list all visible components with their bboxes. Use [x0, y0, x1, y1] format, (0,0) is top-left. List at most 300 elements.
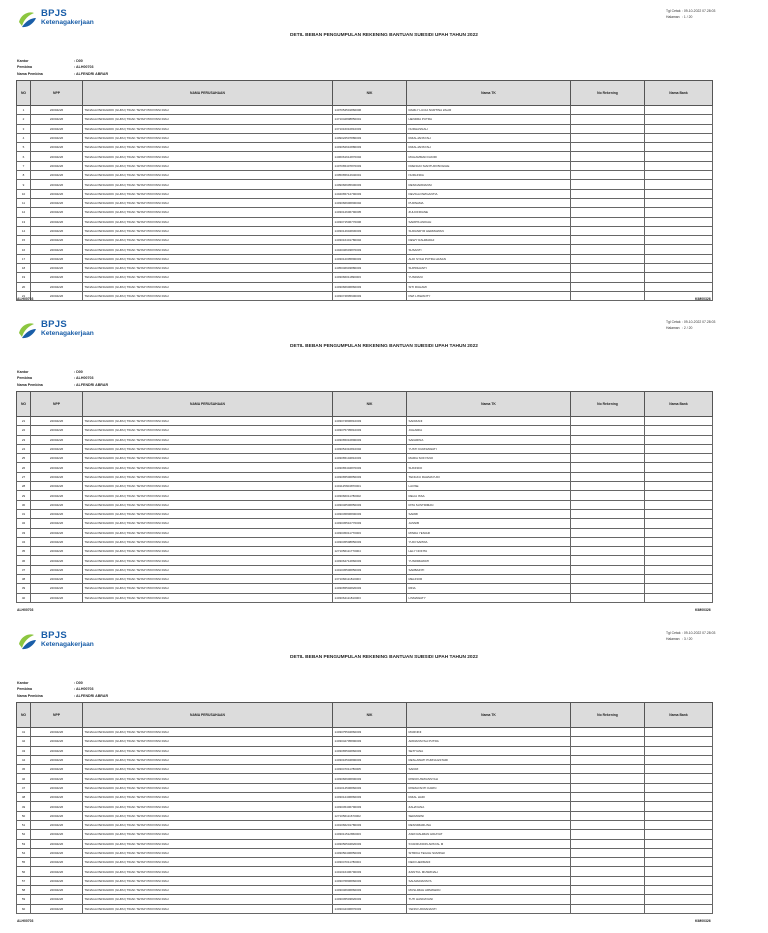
col-nik: NIK — [333, 81, 407, 106]
account-number-cell — [571, 133, 645, 142]
npp-cell: 22004226 — [31, 528, 83, 537]
table-row — [17, 236, 713, 245]
row-number: 53 — [17, 839, 31, 848]
nik-cell: 1471042808850001 — [333, 115, 407, 124]
account-number-cell — [571, 746, 645, 755]
bpjs-logo — [17, 8, 107, 32]
nik-cell: 1403045510770003 — [333, 519, 407, 528]
bank-name-cell — [645, 454, 713, 463]
worker-name-cell: TUTI HANDAYANI — [407, 895, 571, 904]
account-number-cell — [571, 556, 645, 565]
table-row — [17, 143, 713, 152]
table-row — [17, 226, 713, 235]
row-number: 45 — [17, 765, 31, 774]
worker-name-cell: RINA — [407, 584, 571, 593]
bank-name-cell — [645, 774, 713, 783]
nik-cell: 1403076806860003 — [333, 876, 407, 885]
nik-cell: 1403044306870003 — [333, 904, 407, 913]
print-date-label: Tgl Cetak — [666, 320, 681, 324]
nik-cell: 1403046506850003 — [333, 500, 407, 509]
bank-name-cell — [645, 444, 713, 453]
worker-name-cell: ZAHAYANA — [407, 802, 571, 811]
company-name-cell: TENAGA PENGGIDIK (GURU) TIDAK TETAP PROVINSI RIAU — [83, 106, 333, 115]
office-value: : D00 — [74, 370, 83, 374]
col-account-number: No Rekening — [571, 81, 645, 106]
worker-name-cell: PURNAMA — [407, 198, 571, 207]
npp-cell: 22004226 — [31, 593, 83, 602]
table-row — [17, 454, 713, 463]
account-number-cell — [571, 491, 645, 500]
worker-name-cell: RITA SUSTIRMAN — [407, 500, 571, 509]
npp-cell: 22004226 — [31, 867, 83, 876]
table-row — [17, 435, 713, 444]
nik-cell: 1409066905900003 — [333, 180, 407, 189]
worker-name-cell: SUKINDO — [407, 463, 571, 472]
worker-name-cell: ARDIANSYAH PUTRA — [407, 737, 571, 746]
table-row — [17, 282, 713, 291]
beneficiary-table — [16, 702, 713, 914]
account-number-cell — [571, 152, 645, 161]
account-number-cell — [571, 245, 645, 254]
account-number-cell — [571, 755, 645, 764]
bank-name-cell — [645, 124, 713, 133]
supervisor-name-value: : ALFENDRI ABRAR — [74, 71, 109, 76]
npp-cell: 22004226 — [31, 254, 83, 263]
table-row — [17, 198, 713, 207]
nik-cell: 1403065010890003 — [333, 435, 407, 444]
table-row — [17, 264, 713, 273]
table-row — [17, 291, 713, 300]
company-name-cell: TENAGA PENGGIDIK (GURU) TIDAK TETAP PROVINSI RIAU — [83, 171, 333, 180]
bank-name-cell — [645, 482, 713, 491]
npp-cell: 22004226 — [31, 444, 83, 453]
row-number: 4 — [17, 133, 31, 142]
bank-name-cell — [645, 245, 713, 254]
supervisor-name-value: : ALFENDRI ABRAR — [74, 693, 109, 698]
row-number: 12 — [17, 208, 31, 217]
row-number: 47 — [17, 783, 31, 792]
col-company: NAMA PERUSAHAAN — [83, 703, 333, 728]
bank-name-cell — [645, 867, 713, 876]
npp-cell: 22004226 — [31, 245, 83, 254]
page-number-label: Halaman — [666, 15, 680, 19]
worker-name-cell: RESKIARDIANSI — [407, 180, 571, 189]
company-name-cell: TENAGA PENGGIDIK (GURU) TIDAK TETAP PROVINSI RIAU — [83, 876, 333, 885]
company-name-cell: TENAGA PENGGIDIK (GURU) TIDAK TETAP PROVINSI RIAU — [83, 556, 333, 565]
row-number: 28 — [17, 482, 31, 491]
office-label: Kantor — [17, 59, 29, 63]
account-number-cell — [571, 509, 645, 518]
npp-cell: 22004226 — [31, 143, 83, 152]
account-number-cell — [571, 593, 645, 602]
account-number-cell — [571, 463, 645, 472]
npp-cell: 22004226 — [31, 472, 83, 481]
npp-cell: 22004226 — [31, 198, 83, 207]
account-number-cell — [571, 793, 645, 802]
npp-cell: 22004226 — [31, 746, 83, 755]
table-row — [17, 491, 713, 500]
worker-name-cell: ZULKIFRIANE — [407, 208, 571, 217]
bank-name-cell — [645, 254, 713, 263]
worker-name-cell: SALMADIANSYA — [407, 876, 571, 885]
company-name-cell: TENAGA PENGGIDIK (GURU) TIDAK TETAP PROVINSI RIAU — [83, 124, 333, 133]
npp-cell: 22004226 — [31, 895, 83, 904]
company-name-cell: TENAGA PENGGIDIK (GURU) TIDAK TETAP PROVINSI RIAU — [83, 161, 333, 170]
worker-name-cell: SUSANTI — [407, 245, 571, 254]
nik-cell: 1401014506860003 — [333, 783, 407, 792]
worker-name-cell: SITI RUHAMI — [407, 282, 571, 291]
npp-cell: 22004226 — [31, 264, 83, 273]
bank-name-cell — [645, 509, 713, 518]
bank-name-cell — [645, 565, 713, 574]
worker-name-cell: FRENGKI SIANTURI BOGGIE — [407, 161, 571, 170]
bank-name-cell — [645, 463, 713, 472]
report-title: DETIL BEBAN PENGUMPULAN REKENING BANTUAN SUBSIDI UPAH TAHUN 2022 — [290, 33, 478, 38]
row-number: 48 — [17, 793, 31, 802]
nik-cell: 1403065404870003 — [333, 463, 407, 472]
company-name-cell: TENAGA PENGGIDIK (GURU) TIDAK TETAP PROVINSI RIAU — [83, 500, 333, 509]
npp-cell: 22004226 — [31, 556, 83, 565]
company-name-cell: TENAGA PENGGIDIK (GURU) TIDAK TETAP PROVINSI RIAU — [83, 728, 333, 737]
table-row — [17, 774, 713, 783]
account-number-cell — [571, 143, 645, 152]
company-name-cell: TENAGA PENGGIDIK (GURU) TIDAK TETAP PROVINSI RIAU — [83, 463, 333, 472]
account-number-cell — [571, 774, 645, 783]
table-row — [17, 208, 713, 217]
npp-cell: 22004226 — [31, 565, 83, 574]
row-number: 15 — [17, 236, 31, 245]
account-number-cell — [571, 171, 645, 180]
nik-cell: 1403065502860003 — [333, 746, 407, 755]
col-bank-name: Nama Bank — [645, 392, 713, 417]
report-info — [17, 680, 108, 699]
bank-name-cell — [645, 198, 713, 207]
table-row — [17, 463, 713, 472]
page-number-value: : 3 / 20 — [682, 637, 693, 641]
row-number: 6 — [17, 152, 31, 161]
report-page — [0, 622, 768, 933]
npp-cell: 22004226 — [31, 858, 83, 867]
bank-name-cell — [645, 171, 713, 180]
account-number-cell — [571, 161, 645, 170]
npp-cell: 22004226 — [31, 417, 83, 426]
table-row — [17, 783, 713, 792]
nik-cell: 1403075504860003 — [333, 728, 407, 737]
print-meta — [666, 319, 715, 331]
nik-cell: 1271056111770004 — [333, 547, 407, 556]
company-name-cell: TENAGA PENGGIDIK (GURU) TIDAK TETAP PROVINSI RIAU — [83, 886, 333, 895]
worker-name-cell: RESNIMARLINA — [407, 820, 571, 829]
nik-cell: 1403045503820003 — [333, 895, 407, 904]
nik-cell: 1403047011780004 — [333, 858, 407, 867]
row-number: 20 — [17, 282, 31, 291]
office-label: Kantor — [17, 370, 29, 374]
worker-name-cell: RESLAWATI PURNA ESTARI — [407, 755, 571, 764]
account-number-cell — [571, 765, 645, 774]
company-name-cell: TENAGA PENGGIDIK (GURU) TIDAK TETAP PROVINSI RIAU — [83, 180, 333, 189]
bank-name-cell — [645, 820, 713, 829]
table-row — [17, 755, 713, 764]
company-name-cell: TENAGA PENGGIDIK (GURU) TIDAK TETAP PROVINSI RIAU — [83, 802, 333, 811]
table-row — [17, 500, 713, 509]
company-name-cell: TENAGA PENGGIDIK (GURU) TIDAK TETAP PROVINSI RIAU — [83, 755, 333, 764]
row-number: 60 — [17, 904, 31, 913]
company-name-cell: TENAGA PENGGIDIK (GURU) TIDAK TETAP PROVINSI RIAU — [83, 454, 333, 463]
beneficiary-table — [16, 80, 713, 301]
bank-name-cell — [645, 811, 713, 820]
account-number-cell — [571, 904, 645, 913]
nik-cell: 1407065407870003 — [333, 161, 407, 170]
bpjs-logo-icon — [17, 10, 37, 30]
company-name-cell: TENAGA PENGGIDIK (GURU) TIDAK TETAP PROVINSI RIAU — [83, 519, 333, 528]
row-number: 43 — [17, 746, 31, 755]
nik-cell: 1409022507880003 — [333, 133, 407, 142]
nik-cell: 1405046903880003 — [333, 264, 407, 273]
account-number-cell — [571, 217, 645, 226]
nik-cell: 1403065104810003 — [333, 454, 407, 463]
worker-name-cell: MELINOR — [407, 575, 571, 584]
bank-name-cell — [645, 217, 713, 226]
row-number: 17 — [17, 254, 31, 263]
col-worker-name: Nama TK — [407, 392, 571, 417]
account-number-cell — [571, 180, 645, 189]
worker-name-cell: RAMLY LUCIA NURTINA ZALIR — [407, 106, 571, 115]
bank-name-cell — [645, 152, 713, 161]
worker-name-cell: YENNI UFRIANANTI — [407, 904, 571, 913]
bpjs-logo-icon — [17, 632, 37, 652]
worker-name-cell: SERIAWINI — [407, 811, 571, 820]
row-number: 31 — [17, 509, 31, 518]
table-row — [17, 802, 713, 811]
row-number: 24 — [17, 444, 31, 453]
npp-cell: 22004226 — [31, 575, 83, 584]
worker-name-cell: DEVIGA DWIGANTIA — [407, 189, 571, 198]
bank-name-cell — [645, 802, 713, 811]
supervisor-label: Pembina — [17, 376, 32, 381]
nik-cell: 1404046603870003 — [333, 245, 407, 254]
worker-name-cell: DEDI HERMADI — [407, 858, 571, 867]
company-name-cell: TENAGA PENGGIDIK (GURU) TIDAK TETAP PROVINSI RIAU — [83, 189, 333, 198]
col-worker-name: Nama TK — [407, 703, 571, 728]
bank-name-cell — [645, 417, 713, 426]
table-row — [17, 547, 713, 556]
worker-name-cell: ASRI RAHMAN HIDAYAT — [407, 830, 571, 839]
worker-name-cell: LAOSE — [407, 482, 571, 491]
report-info — [17, 58, 108, 77]
nik-cell: 1403054310810002 — [333, 444, 407, 453]
npp-cell: 22004226 — [31, 115, 83, 124]
table-header-row — [17, 81, 713, 106]
beneficiary-table — [16, 391, 713, 603]
logo-subtitle: Ketenagakerjaan — [41, 330, 94, 337]
table-row — [17, 273, 713, 282]
worker-name-cell: JASNIB — [407, 519, 571, 528]
nik-cell: 1401066201780003 — [333, 820, 407, 829]
row-number: 37 — [17, 565, 31, 574]
worker-name-cell: SARMI — [407, 509, 571, 518]
col-bank-name: Nama Bank — [645, 81, 713, 106]
company-name-cell: TENAGA PENGGIDIK (GURU) TIDAK TETAP PROVINSI RIAU — [83, 839, 333, 848]
nik-cell: 1403065506850003 — [333, 472, 407, 481]
footer-officer-code: KIM00326 — [695, 297, 711, 301]
row-number: 41 — [17, 728, 31, 737]
table-row — [17, 171, 713, 180]
table-row — [17, 444, 713, 453]
print-meta — [666, 8, 715, 20]
company-name-cell: TENAGA PENGGIDIK (GURU) TIDAK TETAP PROVINSI RIAU — [83, 793, 333, 802]
table-row — [17, 830, 713, 839]
company-name-cell: TENAGA PENGGIDIK (GURU) TIDAK TETAP PROVINSI RIAU — [83, 820, 333, 829]
npp-cell: 22004226 — [31, 839, 83, 848]
npp-cell: 22004226 — [31, 161, 83, 170]
table-row — [17, 565, 713, 574]
npp-cell: 22004226 — [31, 886, 83, 895]
table-row — [17, 472, 713, 481]
table-row — [17, 124, 713, 133]
nik-cell: 1406061612870002 — [333, 152, 407, 161]
row-number: 26 — [17, 463, 31, 472]
nik-cell: 1403016401780002 — [333, 236, 407, 245]
bank-name-cell — [645, 839, 713, 848]
row-number: 8 — [17, 171, 31, 180]
bank-name-cell — [645, 180, 713, 189]
account-number-cell — [571, 254, 645, 263]
table-row — [17, 245, 713, 254]
footer-supervisor-code: ALH00703 — [17, 919, 34, 923]
account-number-cell — [571, 886, 645, 895]
bank-name-cell — [645, 547, 713, 556]
worker-name-cell: RELIA ISSA — [407, 491, 571, 500]
account-number-cell — [571, 839, 645, 848]
office-label: Kantor — [17, 681, 29, 685]
nik-cell: 1403066906800002 — [333, 198, 407, 207]
npp-cell: 22004226 — [31, 236, 83, 245]
nik-cell: 1401045506850003 — [333, 565, 407, 574]
account-number-cell — [571, 124, 645, 133]
npp-cell: 22004226 — [31, 876, 83, 885]
npp-cell: 22004226 — [31, 152, 83, 161]
col-npp: NPP — [31, 703, 83, 728]
supervisor-name-label: Nama Pembina — [17, 382, 43, 387]
row-number: 13 — [17, 217, 31, 226]
nik-cell: 1371016010810003 — [333, 124, 407, 133]
nik-cell: 1403012406860003 — [333, 793, 407, 802]
bank-name-cell — [645, 886, 713, 895]
worker-name-cell: HENDRA PUTRA — [407, 115, 571, 124]
npp-cell: 22004226 — [31, 830, 83, 839]
account-number-cell — [571, 519, 645, 528]
account-number-cell — [571, 584, 645, 593]
nik-cell: 1403064111810003 — [333, 593, 407, 602]
company-name-cell: TENAGA PENGGIDIK (GURU) TIDAK TETAP PROVINSI RIAU — [83, 152, 333, 161]
table-row — [17, 152, 713, 161]
company-name-cell: TENAGA PENGGIDIK (GURU) TIDAK TETAP PROVINSI RIAU — [83, 115, 333, 124]
worker-name-cell: SAFRIANI — [407, 417, 571, 426]
company-name-cell: TENAGA PENGGIDIK (GURU) TIDAK TETAP PROVINSI RIAU — [83, 472, 333, 481]
row-number: 1 — [17, 106, 31, 115]
account-number-cell — [571, 444, 645, 453]
col-nik: NIK — [333, 703, 407, 728]
account-number-cell — [571, 500, 645, 509]
worker-name-cell: JUHAIRIA — [407, 426, 571, 435]
row-number: 11 — [17, 198, 31, 207]
account-number-cell — [571, 482, 645, 491]
office-value: : D00 — [74, 681, 83, 685]
table-row — [17, 858, 713, 867]
npp-cell: 22004226 — [31, 774, 83, 783]
report-page — [0, 0, 768, 311]
bank-name-cell — [645, 426, 713, 435]
company-name-cell: TENAGA PENGGIDIK (GURU) TIDAK TETAP PROVINSI RIAU — [83, 226, 333, 235]
row-number: 51 — [17, 820, 31, 829]
company-name-cell: TENAGA PENGGIDIK (GURU) TIDAK TETAP PROVINSI RIAU — [83, 575, 333, 584]
bank-name-cell — [645, 876, 713, 885]
worker-name-cell: MUHAMMAD FAKIRI — [407, 152, 571, 161]
worker-name-cell: YUSRIANI — [407, 273, 571, 282]
worker-name-cell: LELY NOFITA — [407, 547, 571, 556]
bpjs-logo — [17, 319, 107, 343]
account-number-cell — [571, 273, 645, 282]
bank-name-cell — [645, 115, 713, 124]
table-row — [17, 180, 713, 189]
account-number-cell — [571, 226, 645, 235]
nik-cell: 1403074806810003 — [333, 417, 407, 426]
account-number-cell — [571, 737, 645, 746]
supervisor-name-label: Nama Pembina — [17, 71, 43, 76]
worker-name-cell: SUPRIHANTI — [407, 264, 571, 273]
bank-name-cell — [645, 273, 713, 282]
row-number: 3 — [17, 124, 31, 133]
bank-name-cell — [645, 584, 713, 593]
npp-cell: 22004226 — [31, 491, 83, 500]
worker-name-cell: NURLINDA — [407, 171, 571, 180]
row-number: 5 — [17, 143, 31, 152]
npp-cell: 22004226 — [31, 273, 83, 282]
table-row — [17, 217, 713, 226]
row-number: 35 — [17, 547, 31, 556]
table-row — [17, 115, 713, 124]
account-number-cell — [571, 291, 645, 300]
npp-cell: 22004226 — [31, 500, 83, 509]
col-no: NO — [17, 703, 31, 728]
company-name-cell: TENAGA PENGGIDIK (GURU) TIDAK TETAP PROVINSI RIAU — [83, 737, 333, 746]
worker-name-cell: SITRIKA TEGUH SUMINHI — [407, 848, 571, 857]
company-name-cell: TENAGA PENGGIDIK (GURU) TIDAK TETAP PROVINSI RIAU — [83, 547, 333, 556]
npp-cell: 22004226 — [31, 755, 83, 764]
nik-cell: 1403045806800003 — [333, 509, 407, 518]
npp-cell: 22004226 — [31, 793, 83, 802]
row-number: 23 — [17, 435, 31, 444]
bank-name-cell — [645, 491, 713, 500]
company-name-cell: TENAGA PENGGIDIK (GURU) TIDAK TETAP PROVINSI RIAU — [83, 254, 333, 263]
npp-cell: 22004226 — [31, 133, 83, 142]
worker-name-cell: YUSTI KURNIAWATI — [407, 444, 571, 453]
row-number: 55 — [17, 858, 31, 867]
npp-cell: 22004226 — [31, 547, 83, 556]
nik-cell: 1271056111670002 — [333, 811, 407, 820]
bank-name-cell — [645, 282, 713, 291]
page-number-label: Halaman — [666, 637, 680, 641]
company-name-cell: TENAGA PENGGIDIK (GURU) TIDAK TETAP PROVINSI RIAU — [83, 528, 333, 537]
account-number-cell — [571, 198, 645, 207]
account-number-cell — [571, 783, 645, 792]
row-number: 21 — [17, 291, 31, 300]
account-number-cell — [571, 867, 645, 876]
bank-name-cell — [645, 895, 713, 904]
page-number-value: : 2 / 20 — [682, 326, 693, 330]
worker-name-cell: RIZALJANSYAH — [407, 133, 571, 142]
table-row — [17, 793, 713, 802]
